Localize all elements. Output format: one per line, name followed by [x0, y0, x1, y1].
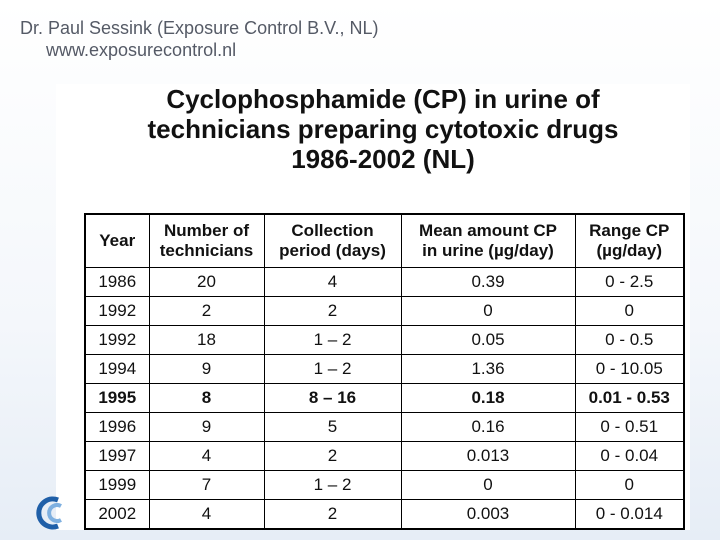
table-row — [85, 297, 684, 326]
cell-mean-amount: 0.39 — [401, 268, 575, 297]
cell-year: 1994 — [85, 355, 149, 384]
cell-range: 0 — [575, 297, 684, 326]
header-mean-line1: Mean amount CP — [419, 221, 557, 240]
cell-mean-amount: 0 — [401, 297, 575, 326]
cell-range: 0 - 2.5 — [575, 268, 684, 297]
cell-collection-period: 5 — [264, 413, 401, 442]
cell-technicians: 9 — [149, 413, 264, 442]
cell-mean-amount: 0.16 — [401, 413, 575, 442]
cell-mean-amount: 0 — [401, 471, 575, 500]
header-collection-period — [264, 214, 401, 268]
cell-technicians: 4 — [149, 500, 264, 530]
cell-year: 1992 — [85, 326, 149, 355]
cell-mean-amount: 0.05 — [401, 326, 575, 355]
table-row — [85, 500, 684, 530]
cell-year: 1999 — [85, 471, 149, 500]
cell-technicians: 2 — [149, 297, 264, 326]
cell-collection-period: 1 – 2 — [264, 471, 401, 500]
header-range — [575, 214, 684, 268]
header-range-line1: Range CP — [589, 221, 670, 240]
title-line-3: 1986-2002 (NL) — [291, 144, 475, 174]
header-url: www.exposurecontrol.nl — [46, 40, 237, 60]
cell-year: 1986 — [85, 268, 149, 297]
header-year — [85, 214, 149, 268]
header-collection-line2: period (days) — [279, 241, 386, 260]
header-author: Dr. Paul Sessink (Exposure Control B.V., NL) — [20, 18, 379, 38]
header-technicians-line2: technicians — [159, 241, 254, 260]
slide-title — [56, 84, 710, 174]
table-row — [85, 471, 684, 500]
cell-collection-period: 1 – 2 — [264, 355, 401, 384]
table-row — [85, 413, 684, 442]
cell-technicians: 8 — [149, 384, 264, 413]
cell-mean-amount: 0.18 — [401, 384, 575, 413]
title-line-2: technicians preparing cytotoxic drugs — [147, 114, 619, 144]
cell-year: 1997 — [85, 442, 149, 471]
cell-year: 1996 — [85, 413, 149, 442]
cell-mean-amount: 1.36 — [401, 355, 575, 384]
table-header-row — [85, 214, 684, 268]
cell-range: 0 - 10.05 — [575, 355, 684, 384]
header-mean-amount — [401, 214, 575, 268]
cell-technicians: 18 — [149, 326, 264, 355]
header-technicians-line1: Number of — [164, 221, 249, 240]
cell-mean-amount: 0.013 — [401, 442, 575, 471]
cell-range: 0 - 0.04 — [575, 442, 684, 471]
cell-collection-period: 2 — [264, 500, 401, 530]
cell-collection-period: 2 — [264, 297, 401, 326]
table-row — [85, 442, 684, 471]
cell-year: 1995 — [85, 384, 149, 413]
cell-collection-period: 1 – 2 — [264, 326, 401, 355]
cell-collection-period: 4 — [264, 268, 401, 297]
table-row — [85, 355, 684, 384]
exposure-control-logo-icon — [34, 496, 74, 530]
header-technicians — [149, 214, 264, 268]
header-collection-line1: Collection — [291, 221, 374, 240]
table-row — [85, 384, 684, 413]
header-mean-line2: in urine (µg/day) — [422, 241, 554, 260]
title-line-1: Cyclophosphamide (CP) in urine of — [166, 84, 600, 114]
header-year-label: Year — [99, 231, 136, 250]
data-table — [84, 213, 685, 530]
cell-year: 2002 — [85, 500, 149, 530]
cell-technicians: 4 — [149, 442, 264, 471]
cell-technicians: 20 — [149, 268, 264, 297]
header-range-line2: (µg/day) — [596, 241, 663, 260]
cell-technicians: 7 — [149, 471, 264, 500]
cell-mean-amount: 0.003 — [401, 500, 575, 530]
cell-year: 1992 — [85, 297, 149, 326]
cell-collection-period: 8 – 16 — [264, 384, 401, 413]
cell-range: 0 - 0.014 — [575, 500, 684, 530]
cell-technicians: 9 — [149, 355, 264, 384]
cell-range: 0 — [575, 471, 684, 500]
cell-collection-period: 2 — [264, 442, 401, 471]
cell-range: 0.01 - 0.53 — [575, 384, 684, 413]
cell-range: 0 - 0.5 — [575, 326, 684, 355]
table-row — [85, 326, 684, 355]
cell-range: 0 - 0.51 — [575, 413, 684, 442]
table-row — [85, 268, 684, 297]
